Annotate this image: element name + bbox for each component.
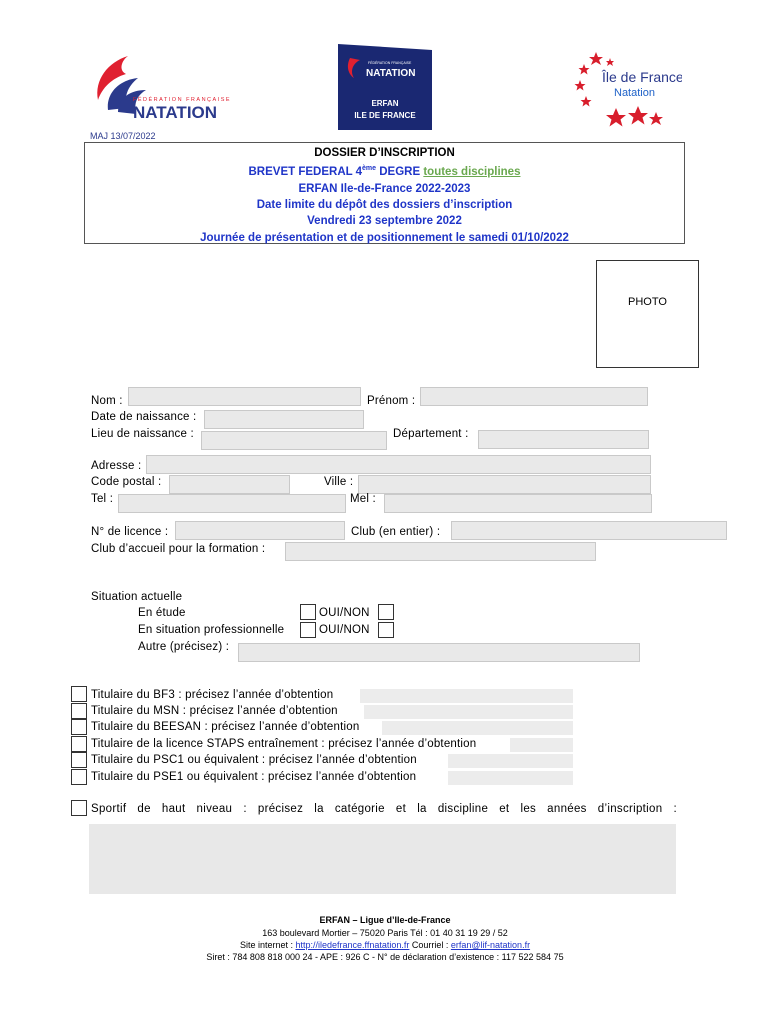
staps-checkbox[interactable]: [71, 736, 87, 752]
website-link[interactable]: http://iledefrance.ffnatation.fr: [295, 940, 410, 950]
sportif-label: Sportif de haut niveau : précisez la catégorie et la discipline et les années d’inscription :: [91, 803, 677, 815]
tel-field[interactable]: [118, 494, 346, 513]
header-title: DOSSIER D’INSCRIPTION: [314, 147, 455, 159]
date-naissance-label: Date de naissance :: [91, 411, 197, 423]
header-deadline-date: Vendredi 23 septembre 2022: [307, 215, 462, 228]
pse1-label: Titulaire du PSE1 ou équivalent : précisez l’année d’obtention: [91, 771, 417, 783]
beesan-label: Titulaire du BEESAN : précisez l’année d’obtention: [91, 721, 360, 733]
msn-label: Titulaire du MSN : précisez l’année d’obtention: [91, 705, 338, 717]
psc1-label: Titulaire du PSC1 ou équivalent : précisez l’année d’obtention: [91, 754, 417, 766]
email-link[interactable]: erfan@lif-natation.fr: [450, 940, 531, 950]
prenom-field[interactable]: [420, 387, 648, 406]
situation-title: Situation actuelle: [91, 591, 183, 603]
ffn-logo-top: FÉDÉRATION FRANÇAISE: [133, 97, 232, 103]
code-postal-field[interactable]: [169, 475, 290, 494]
nom-field[interactable]: [128, 387, 361, 406]
bf3-checkbox[interactable]: [71, 686, 87, 702]
autre-label: Autre (précisez) :: [138, 641, 230, 653]
departement-field[interactable]: [478, 430, 649, 449]
departement-label: Département :: [393, 428, 469, 440]
club-accueil-field[interactable]: [285, 542, 596, 561]
photo-box: [596, 260, 699, 368]
etude-non-checkbox[interactable]: [378, 604, 394, 620]
psc1-year-field[interactable]: [448, 754, 573, 768]
ville-field[interactable]: [358, 475, 651, 494]
header-box: [84, 142, 685, 244]
pse1-year-field[interactable]: [448, 771, 573, 785]
date-naissance-field[interactable]: [204, 410, 364, 429]
lieu-naissance-field[interactable]: [201, 431, 387, 450]
erfan-logo-sub1: ERFAN: [371, 99, 399, 108]
club-field[interactable]: [451, 521, 727, 540]
beesan-year-field[interactable]: [382, 721, 573, 735]
code-postal-label: Code postal :: [91, 476, 162, 488]
erfan-logo-sub2: ILE DE FRANCE: [354, 111, 416, 120]
ffn-logo-name: NATATION: [133, 103, 218, 122]
nom-label: Nom :: [91, 395, 123, 407]
mel-field[interactable]: [384, 494, 652, 513]
tel-label: Tel :: [91, 493, 114, 505]
sportif-details-field[interactable]: [89, 824, 676, 894]
disciplines-link[interactable]: toutes disciplines: [423, 166, 521, 179]
erfan-logo-small: FÉDÉRATION FRANÇAISE: [368, 61, 412, 65]
staps-year-field[interactable]: [510, 738, 573, 752]
idf-logo: [572, 50, 682, 132]
beesan-checkbox[interactable]: [71, 719, 87, 735]
bf3-label: Titulaire du BF3 : précisez l’année d’obtention: [91, 689, 334, 701]
footer-siret: Siret : 784 808 818 000 24 - APE : 926 C - N° de déclaration d’existence : 117 522 584 75: [206, 952, 564, 962]
msn-year-field[interactable]: [364, 705, 573, 719]
idf-logo-l1: Île de France: [602, 69, 682, 85]
bf3-year-field[interactable]: [360, 689, 573, 703]
header-brevet: BREVET FEDERAL 4ème DEGRE toutes disciplines: [248, 165, 521, 179]
ffn-logo: [88, 48, 248, 130]
header-presentation-day: Journée de présentation et de positionnement le samedi 01/10/2022: [200, 231, 569, 244]
pro-label: En situation professionnelle: [138, 624, 285, 636]
adresse-field[interactable]: [146, 455, 651, 474]
header-deadline-label: Date limite du dépôt des dossiers d’inscription: [256, 199, 513, 212]
erfan-logo: [338, 44, 432, 130]
mel-label: Mel :: [350, 493, 376, 505]
staps-label: Titulaire de la licence STAPS entraînement : précisez l’année d’obtention: [91, 738, 477, 750]
photo-label: PHOTO: [628, 296, 667, 308]
msn-checkbox[interactable]: [71, 703, 87, 719]
etude-label: En étude: [138, 607, 186, 619]
etude-oui-checkbox[interactable]: [300, 604, 316, 620]
etude-ouinon-label: OUI/NON: [319, 607, 370, 619]
pro-non-checkbox[interactable]: [378, 622, 394, 638]
erfan-logo-name: NATATION: [366, 68, 416, 79]
ville-label: Ville :: [324, 476, 354, 488]
club-accueil-label: Club d’accueil pour la formation :: [91, 543, 266, 555]
licence-label: N° de licence :: [91, 526, 169, 538]
footer-org: ERFAN – Ligue d’Ile-de-France: [319, 915, 451, 925]
licence-field[interactable]: [175, 521, 345, 540]
psc1-checkbox[interactable]: [71, 752, 87, 768]
lieu-naissance-label: Lieu de naissance :: [91, 428, 194, 440]
pro-ouinon-label: OUI/NON: [319, 624, 370, 636]
pse1-checkbox[interactable]: [71, 769, 87, 785]
club-label: Club (en entier) :: [351, 526, 441, 538]
update-date: MAJ 13/07/2022: [90, 131, 156, 141]
adresse-label: Adresse :: [91, 460, 142, 472]
pro-oui-checkbox[interactable]: [300, 622, 316, 638]
footer-web: Site internet : http://iledefrance.ffnatation.fr Courriel : erfan@lif-natation.fr: [239, 940, 531, 950]
header-erfan: ERFAN Ile-de-France 2022-2023: [298, 182, 471, 195]
prenom-label: Prénom :: [367, 395, 416, 407]
autre-field[interactable]: [238, 643, 640, 662]
footer-address: 163 boulevard Mortier – 75020 Paris Tél : 01 40 31 19 29 / 52: [262, 928, 508, 938]
sportif-checkbox[interactable]: [71, 800, 87, 816]
idf-logo-l2: Natation: [614, 87, 655, 99]
